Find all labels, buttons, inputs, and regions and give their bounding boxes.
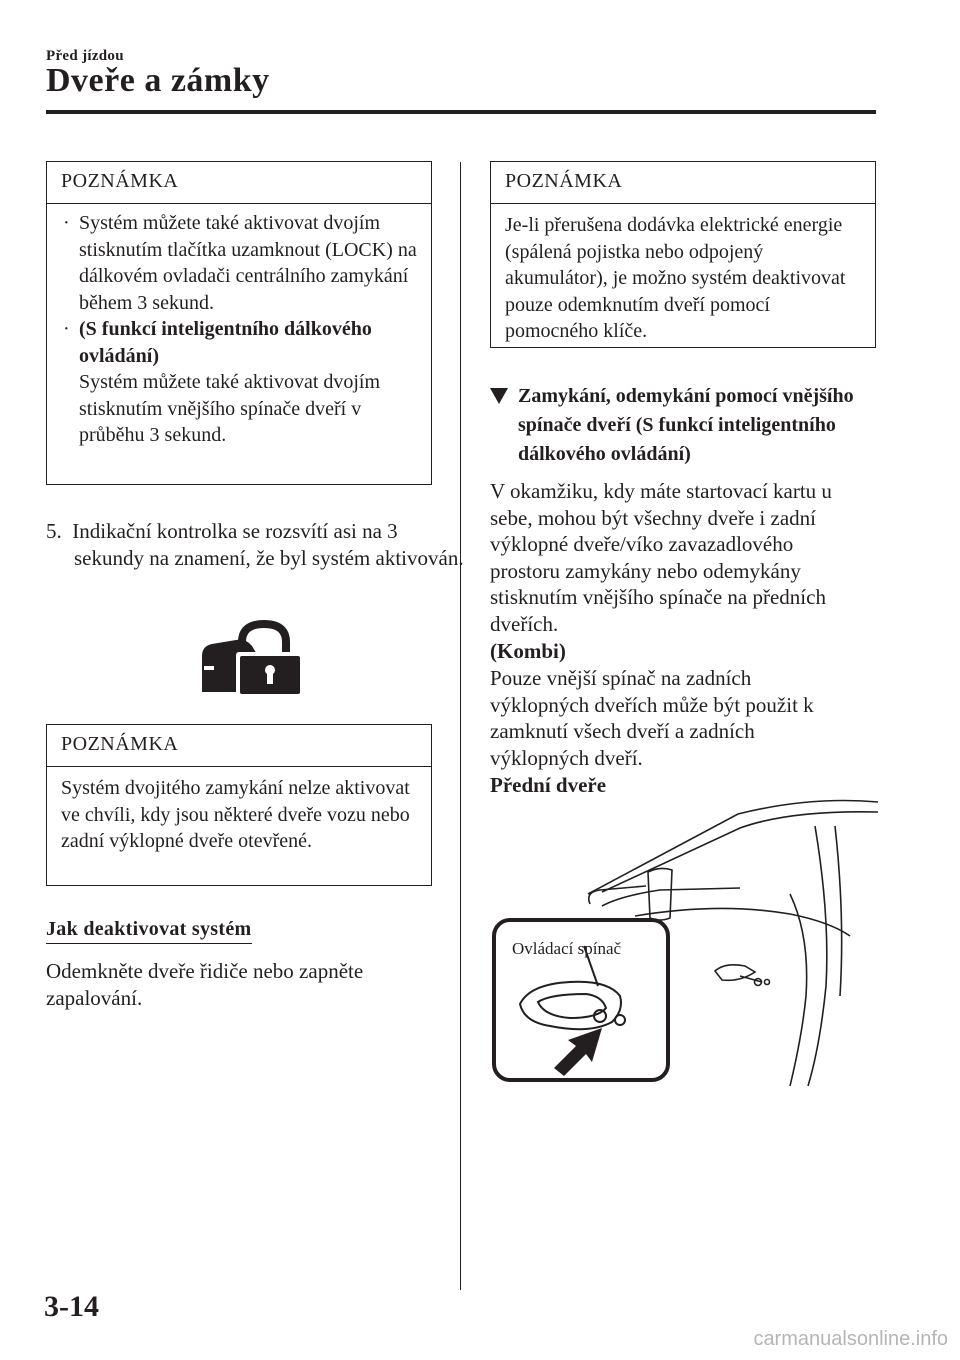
note-bullet-text: Systém můžete také aktivovat dvojím stisknutím tlačítka uzamknout (LOCK) na dálkovém ovladači centrálního zamykání během 3 sekund. <box>79 212 417 314</box>
front-door-label: Přední dveře <box>490 773 607 797</box>
bullet-dot: · <box>63 212 70 234</box>
column-divider <box>460 162 461 1290</box>
subsection-heading <box>490 382 870 469</box>
page-number: 3-14 <box>44 1290 99 1323</box>
callout-label: Ovládací spínač <box>512 939 622 958</box>
section-name: Před jízdou <box>46 48 124 64</box>
note-box-2 <box>46 724 432 886</box>
step-text: Indikační kontrolka se rozsvítí asi na 3 sekundy na znamení, že byl systém aktivován. <box>72 519 464 570</box>
note-text: Je-li přerušena dodávka elektrické energie (spálená pojistka nebo odpojený akumulátor), je možno systém deaktivovat pouze odemknutím dveří pomocí pomocného klíče. <box>505 214 846 342</box>
page-title: Dveře a zámky <box>46 62 270 99</box>
step-5 <box>46 518 469 571</box>
triangle-bullet-icon <box>490 384 508 413</box>
subsection-heading-text: Zamykání, odemykání pomocí vnějšího spínače dveří (S funkcí inteligentního dálkového ovládání) <box>518 385 854 465</box>
header-rule <box>46 110 876 114</box>
kombi-label: (Kombi) <box>490 639 566 663</box>
note-heading: POZNÁMKA <box>491 162 875 204</box>
note-bullet-text: Systém můžete také aktivovat dvojím stisknutím vnějšího spínače dveří v průběhu 3 sekund. <box>79 371 381 446</box>
note-bullet-title: (S funkcí inteligentního dálkového ovládání) <box>79 318 372 367</box>
bullet-dot: · <box>63 318 70 340</box>
security-indicator-icon <box>196 620 308 698</box>
deactivate-text: Odemkněte dveře řidiče nebo zapněte zapalování. <box>46 959 364 1010</box>
smart-paragraph: V okamžiku, kdy máte startovací kartu u sebe, mohou být všechny dveře i zadní výklopné dveře/víko zavazadlového prostoru zamykány nebo odemykány stisknutím vnějšího spínače na předních dveřích. <box>490 479 832 636</box>
note-text: Systém dvojitého zamykání nelze aktivovat ve chvíli, kdy jsou některé dveře vozu nebo zadní výklopné dveře otevřené. <box>61 777 410 852</box>
note-bullet <box>61 210 421 316</box>
section-heading: Jak deaktivovat systém <box>46 918 252 944</box>
note-bullet <box>61 316 421 449</box>
kombi-text: Pouze vnější spínač na zadních výklopných dveřích může být použit k zamknutí všech dveří a zadních výklopných dveří. <box>490 666 814 770</box>
note-heading: POZNÁMKA <box>47 725 431 767</box>
note-box-1 <box>46 161 432 485</box>
note-heading: POZNÁMKA <box>47 162 431 204</box>
step-number: 5. <box>46 519 62 543</box>
watermark: carmanualsonline.info <box>753 1328 948 1350</box>
note-box-3 <box>490 161 876 348</box>
